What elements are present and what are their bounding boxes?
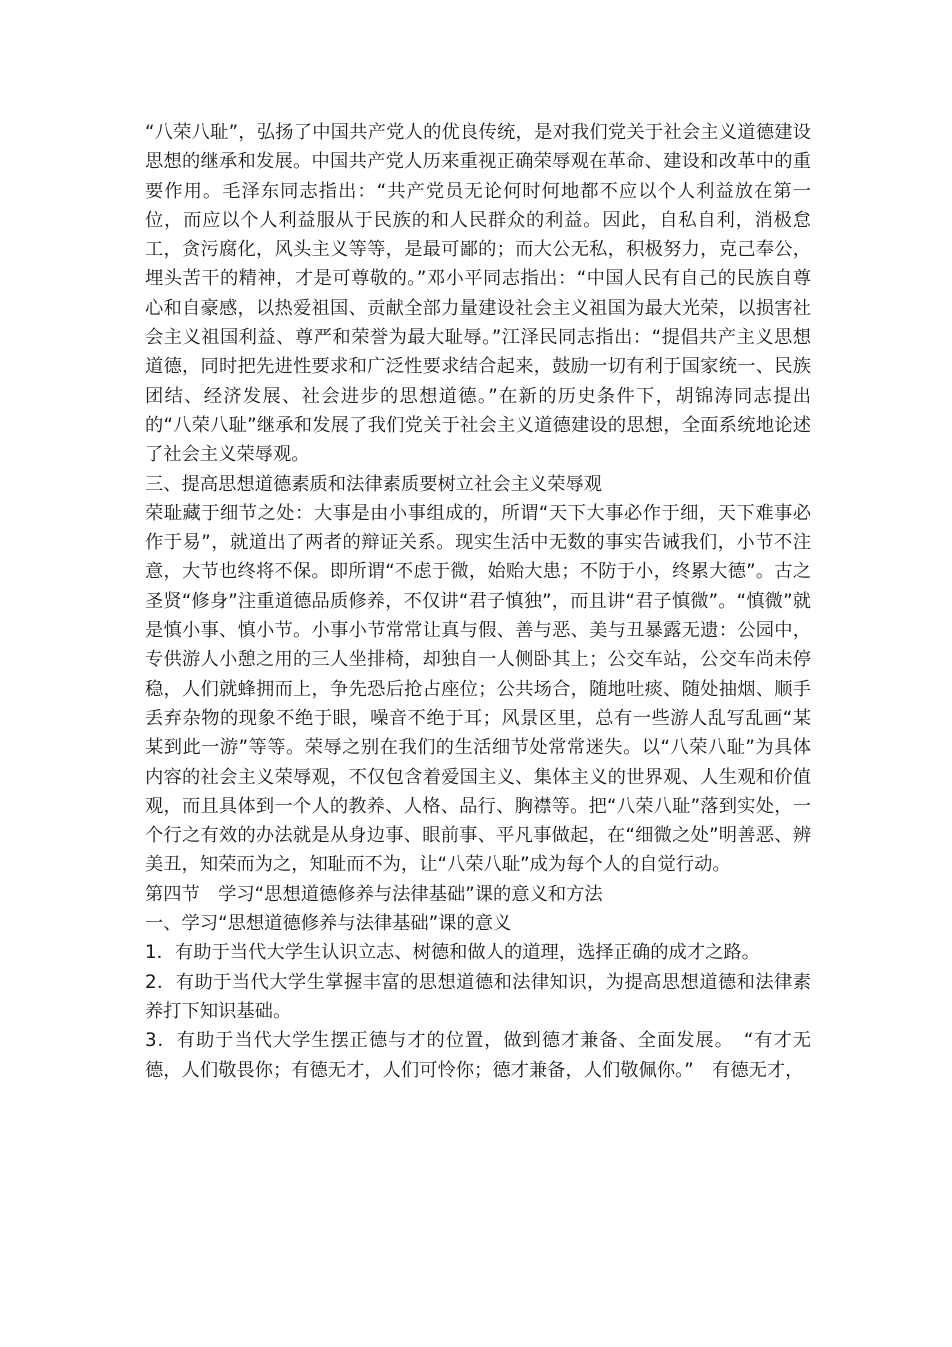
list-item-3: 3．有助于当代大学生摆正德与才的位置，做到德才兼备、全面发展。 “有才无德，人们敬畏你；有德无才，人们可怜你；德才兼备，人们敬佩你。” 有德无才， — [145, 1030, 811, 1081]
section-heading-fourth: 第四节 学习“思想道德修养与法律基础”课的意义和方法 — [145, 883, 603, 905]
subsection-heading-significance: 一、学习“思想道德修养与法律基础”课的意义 — [145, 913, 512, 935]
section-heading-three: 三、提高思想道德素质和法律素质要树立社会主义荣辱观 — [145, 473, 603, 495]
list-item-2: 2．有助于当代大学生掌握丰富的思想道德和法律知识，为提高思想道德和法律素养打下知识基础。 — [145, 971, 811, 1022]
document-body — [145, 118, 811, 1085]
paragraph-eight-honors-inheritance: “八荣八耻”，弘扬了中国共产党人的优良传统，是对我们党关于社会主义道德建设思想的继承和发展。中国共产党人历来重视正确荣辱观在革命、建设和改革中的重要作用。毛泽东同志指出：“共产党员无论何时何地都不应以个人利益放在第一位，而应以个人利益服从于民族的和人民群众的利益。因此，自私自利，消极怠工，贪污腐化，风头主义等等，是最可鄙的；而大公无私，积极努力，克己奉公，埋头苦干的精神，才是可尊敬的。”邓小平同志指出：“中国人民有自己的民族自尊心和自豪感，以热爱祖国、贡献全部力量建设社会主义祖国为最大光荣，以损害社会主义祖国利益、尊严和荣誉为最大耻辱。”江泽民同志指出：“提倡共产主义思想道德，同时把先进性要求和广泛性要求结合起来，鼓励一切有利于国家统一、民族团结、经济发展、社会进步的思想道德。”在新的历史条件下，胡锦涛同志提出的“八荣八耻”继承和发展了我们党关于社会主义道德建设的思想，全面系统地论述了社会主义荣辱观。 — [145, 122, 811, 466]
paragraph-details-of-honor: 荣耻藏于细节之处：大事是由小事组成的，所谓“天下大事必作于细，天下难事必作于易”，就道出了两者的辩证关系。现实生活中无数的事实告诫我们，小节不注意，大节也终将不保。即所谓“不虑于微，始贻大患；不防于小，终累大德”。古之圣贤“修身”注重道德品质修养，不仅讲“君子慎独”，而且讲“君子慎微”。“慎微”就是慎小事、慎小节。小事小节常常让真与假、善与恶、美与丑暴露无遗：公园中，专供游人小憩之用的三人坐排椅，却独自一人侧卧其上；公交车站，公交车尚未停稳，人们就蜂拥而上，争先恐后抢占座位；公共场合，随地吐痰、随处抽烟、顺手丢弃杂物的现象不绝于眼，噪音不绝于耳；风景区里，总有一些游人乱写乱画“某某到此一游”等等。荣辱之别在我们的生活细节处常常迷失。以“八荣八耻”为具体内容的社会主义荣辱观，不仅包含着爱国主义、集体主义的世界观、人生观和价值观，而且具体到一个人的教养、人格、品行、胸襟等。把“八荣八耻”落到实处，一个行之有效的办法就是从身边事、眼前事、平凡事做起，在“细微之处”明善恶、辨美丑，知荣而为之，知耻而不为，让“八荣八耻”成为每个人的自觉行动。 — [145, 502, 811, 876]
list-item-1: 1．有助于当代大学生认识立志、树德和做人的道理，选择正确的成才之路。 — [145, 942, 760, 964]
